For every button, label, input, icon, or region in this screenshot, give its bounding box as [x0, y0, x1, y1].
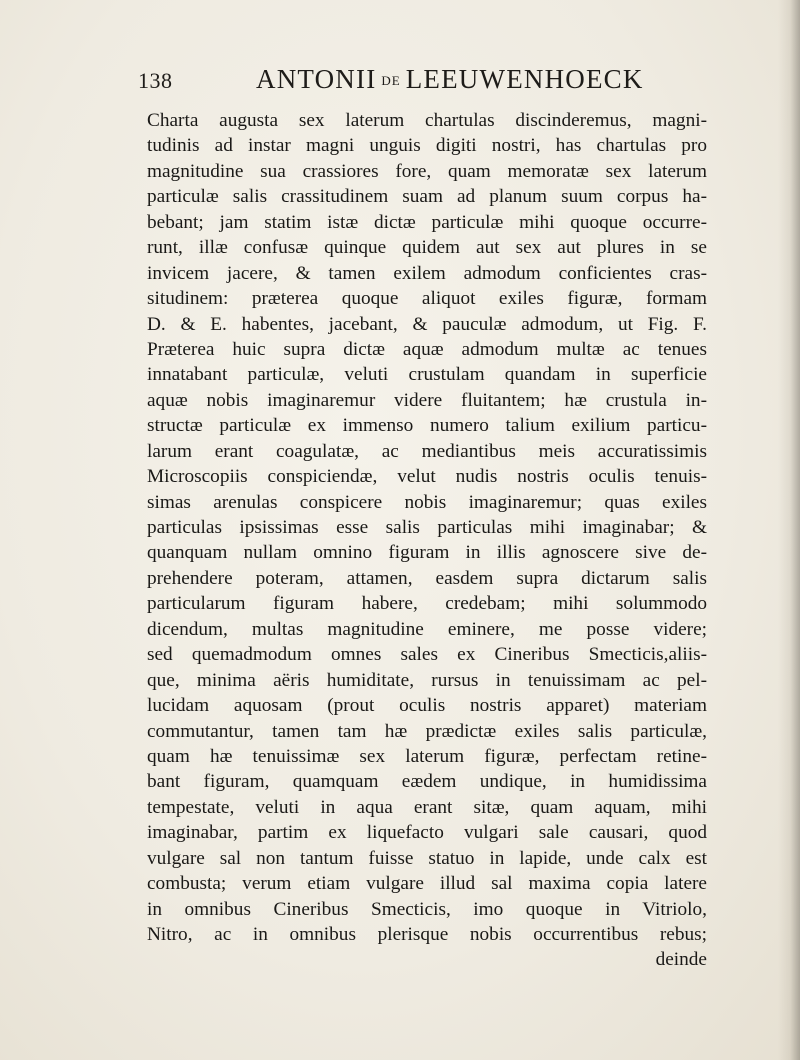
text-line: magnitudine sua crassiores fore, quam memoratæ sex laterum	[147, 160, 707, 182]
page-edge-shadow	[778, 0, 800, 1060]
page-number: 138	[138, 68, 173, 93]
text-line: aquæ nobis imaginaremur videre fluitantem; hæ crustula in-	[147, 389, 707, 411]
text-line: innatabant particulæ, veluti crustulam quandam in superficie	[147, 364, 707, 386]
text-line: prehendere poteram, attamen, easdem supra dictarum salis	[147, 567, 707, 589]
text-line: sed quemadmodum omnes sales ex Cineribus Smecticis,aliis-	[147, 644, 707, 666]
text-line: combusta; verum etiam vulgare illud sal maxima copia latere	[147, 873, 707, 895]
text-line: Charta augusta sex laterum chartulas discinderemus, magni-	[147, 110, 707, 131]
text-line: situdinem: præterea quoque aliquot exiles figuræ, formam	[147, 288, 707, 310]
text-line: particulæ salis crassitudinem suam ad planum suum corpus ha-	[147, 186, 707, 208]
text-line: imaginabar, partim ex liquefacto vulgari sale causari, quod	[147, 822, 707, 844]
text-line: tempestate, veluti in aqua erant sitæ, quam aquam, mihi	[147, 796, 707, 818]
running-head	[256, 64, 644, 95]
text-line: particularum figuram habere, credebam; mihi solummodo	[147, 593, 707, 615]
page-header	[138, 64, 698, 104]
text-line: que, minima aëris humiditate, rursus in tenuissimam ac pel-	[147, 669, 707, 691]
text-line: quam hæ tenuissimæ sex laterum figuræ, perfectam retine-	[147, 745, 707, 767]
running-head-last: LEEUWENHOECK	[405, 64, 644, 94]
text-line: D. & E. habentes, jacebant, & pauculæ admodum, ut Fig. F.	[147, 313, 707, 335]
text-line: commutantur, tamen tam hæ prædictæ exiles salis particulæ,	[147, 720, 707, 742]
text-line: Præterea huic supra dictæ aquæ admodum multæ ac tenues	[147, 338, 707, 360]
text-line: simas arenulas conspicere nobis imaginaremur; quas exiles	[147, 491, 707, 513]
text-line: invicem jacere, & tamen exilem admodum conficientes cras-	[147, 262, 707, 284]
text-line: vulgare sal non tantum fuisse statuo in lapide, unde calx est	[147, 847, 707, 869]
text-line: lucidam aquosam (prout oculis nostris apparet) materiam	[147, 695, 707, 717]
running-head-first: ANTONII	[256, 64, 377, 94]
text-line: dicendum, multas magnitudine eminere, me posse videre;	[147, 618, 707, 640]
text-line: in omnibus Cineribus Smecticis, imo quoque in Vitriolo,	[147, 898, 707, 920]
catchword: deinde	[655, 949, 707, 971]
text-line: particulas ipsissimas esse salis particulas mihi imaginabar; &	[147, 517, 707, 538]
text-line: larum erant coagulatæ, ac mediantibus meis accuratissimis	[147, 440, 707, 462]
text-line: tudinis ad instar magni unguis digiti nostri, has chartulas pro	[147, 135, 707, 157]
text-line: runt, illæ confusæ quinque quidem aut sex aut plures in se	[147, 237, 707, 259]
text-line: Nitro, ac in omnibus plerisque nobis occurrentibus rebus;	[147, 924, 707, 945]
body-text	[147, 108, 707, 973]
text-line: structæ particulæ ex immenso numero talium exilium particu-	[147, 415, 707, 437]
text-line: Microscopiis conspiciendæ, velut nudis nostris oculis tenuis-	[147, 466, 707, 488]
text-line: bant figuram, quamquam eædem undique, in humidissima	[147, 771, 707, 793]
running-head-particle: DE	[381, 73, 401, 88]
text-line: quanquam nullam omnino figuram in illis agnoscere sive de-	[147, 542, 707, 564]
text-line: bebant; jam statim istæ dictæ particulæ mihi quoque occurre-	[147, 211, 707, 233]
